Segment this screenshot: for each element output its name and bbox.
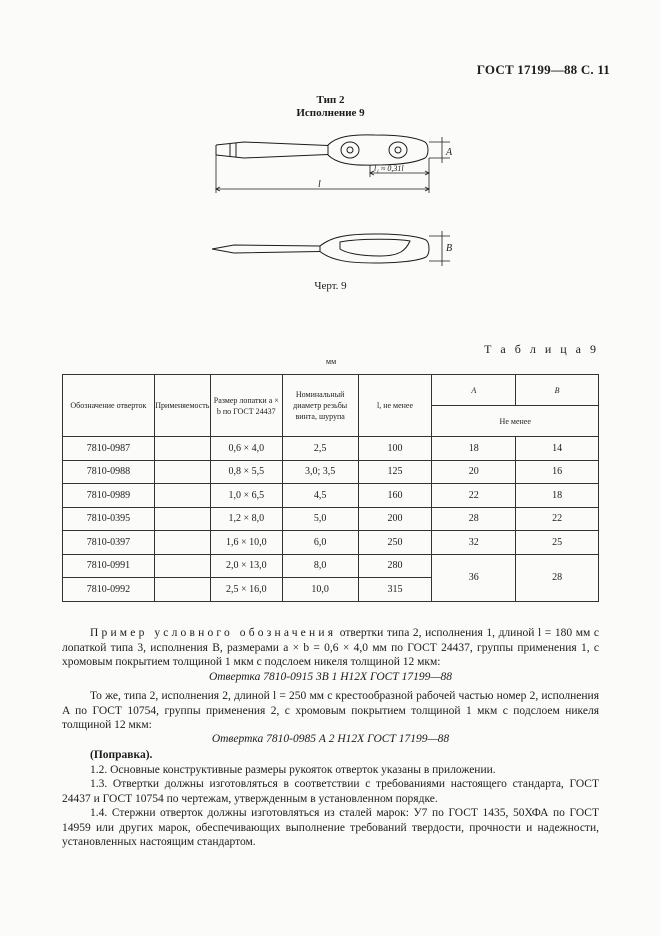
shank-side [212, 245, 320, 253]
cell-blade: 0,6 × 4,0 [210, 437, 282, 461]
rivet-left [347, 147, 353, 153]
dim-l1-label: l₁ ≈ 0,31l [374, 164, 404, 173]
dimensions-table [62, 374, 599, 602]
cell-application [154, 578, 210, 602]
cell-length: 280 [358, 554, 432, 578]
cell-length: 100 [358, 437, 432, 461]
cell-designation: 7810-0988 [63, 460, 155, 484]
table-row [63, 460, 599, 484]
cell-designation: 7810-0987 [63, 437, 155, 461]
handle-hole-left [341, 142, 359, 158]
cell-application [154, 554, 210, 578]
cell-A: 32 [432, 531, 516, 555]
paragraph-1-4: 1.4. Стержни отверток должны изготовляться из сталей марок: У7 по ГОСТ 1435, 50ХФА по ГОСТ 14959 или других марок, обеспечивающих выполнение требований твердости, прочности и надежности, установленных настоящим стандартом. [62, 807, 599, 848]
cell-B: 22 [516, 507, 599, 531]
cell-length: 125 [358, 460, 432, 484]
shank-top-edge [216, 142, 328, 146]
figure-caption: Черт. 9 [314, 280, 347, 292]
table-header-row [63, 375, 599, 406]
header-blade: Размер лопатки a × b по ГОСТ 24437 [210, 375, 282, 437]
designation-example-2: Отвертка 7810-0985 А 2 Н12Х ГОСТ 17199—88 [211, 733, 450, 745]
cell-blade: 1,6 × 10,0 [210, 531, 282, 555]
table-row [63, 554, 599, 578]
table-row [63, 507, 599, 531]
cell-A-merged: 36 [432, 554, 516, 601]
page-header: ГОСТ 17199—88 С. 11 [476, 62, 610, 77]
version-label: Исполнение 9 [296, 107, 365, 119]
cell-application [154, 531, 210, 555]
cell-thread: 2,5 [282, 437, 358, 461]
cell-length: 250 [358, 531, 432, 555]
cell-B-merged: 28 [516, 554, 599, 601]
type-label: Тип 2 [316, 94, 345, 106]
example-paragraph [62, 626, 599, 670]
cell-blade: 0,8 × 5,5 [210, 460, 282, 484]
cell-A: 22 [432, 484, 516, 508]
header-length: l, не менее [358, 375, 432, 437]
cell-designation: 7810-0992 [63, 578, 155, 602]
cell-B: 14 [516, 437, 599, 461]
example-spaced-label: Пример условного обозначения [90, 627, 337, 639]
handle-side [320, 234, 429, 263]
cell-thread: 10,0 [282, 578, 358, 602]
table-row [63, 437, 599, 461]
cell-application [154, 484, 210, 508]
cell-B: 18 [516, 484, 599, 508]
handle-top [328, 135, 428, 165]
rivet-right [395, 147, 401, 153]
example-text: отвертки типа 2, исполнения 1, длиной l = 180 мм с лопаткой типа 3, исполнения B, размерами a × b = 0,6 × 4,0 мм по ГОСТ 24437, группы применения 1, с хромовым покрытием толщиной 1 мкм с подслоем никеля толщиной 12 мкм: [62, 627, 599, 668]
cell-length: 200 [358, 507, 432, 531]
dim-l-label: l [318, 179, 321, 190]
cell-designation: 7810-0991 [63, 554, 155, 578]
cell-A: 20 [432, 460, 516, 484]
blade-lines [230, 143, 236, 157]
cell-length: 160 [358, 484, 432, 508]
cell-designation: 7810-0989 [63, 484, 155, 508]
cell-A: 18 [432, 437, 516, 461]
cell-designation: 7810-0395 [63, 507, 155, 531]
table-units: мм [326, 357, 337, 366]
dim-extension-lines [216, 155, 429, 193]
correction-note: (Поправка). [90, 749, 153, 761]
cell-thread: 4,5 [282, 484, 358, 508]
cell-application [154, 507, 210, 531]
cell-A: 28 [432, 507, 516, 531]
cell-application [154, 437, 210, 461]
header-application: Применяемость [154, 375, 210, 437]
cell-blade: 1,2 × 8,0 [210, 507, 282, 531]
handle-grip [340, 239, 410, 256]
designation-example-1: Отвертка 7810-0915 3В 1 Н12Х ГОСТ 17199—88 [208, 671, 453, 683]
header-A: A [432, 375, 516, 406]
header-not-less: Не менее [432, 406, 599, 437]
handle-hole-right [389, 142, 407, 158]
cell-B: 25 [516, 531, 599, 555]
header-B: B [516, 375, 599, 406]
dim-A-label: A [446, 147, 453, 158]
dim-arrows [216, 171, 429, 191]
cell-blade: 2,0 × 13,0 [210, 554, 282, 578]
table-row [63, 484, 599, 508]
paragraph-2: То же, типа 2, исполнения 2, длиной l = 250 мм с крестообразной рабочей частью номер 2, исполнения A по ГОСТ 10754, группы применения 2, с хромовым покрытием толщиной 1 мкм с подслоем никеля толщиной 12 мкм: [62, 690, 599, 731]
cell-B: 16 [516, 460, 599, 484]
header-designation: Обозначение отверток [63, 375, 155, 437]
cell-blade: 1,0 × 6,5 [210, 484, 282, 508]
paragraph-1-3: 1.3. Отвертки должны изготовляться в соответствии с требованиями настоящего стандарта, ГОСТ 24437 и ГОСТ 10754 по чертежам, утвержденным в установленном порядке. [62, 778, 599, 805]
dim-B-label: B [446, 243, 453, 254]
cell-thread: 5,0 [282, 507, 358, 531]
cell-application [154, 460, 210, 484]
table-row [63, 531, 599, 555]
shank-bottom-edge [216, 155, 328, 159]
header-thread: Номинальный диаметр резьбы винта, шурупа [282, 375, 358, 437]
cell-thread: 3,0; 3,5 [282, 460, 358, 484]
cell-blade: 2,5 × 16,0 [210, 578, 282, 602]
screwdriver-drawing [200, 125, 460, 275]
paragraph-1-2: 1.2. Основные конструктивные размеры рукояток отверток указаны в приложении. [90, 764, 496, 776]
cell-thread: 8,0 [282, 554, 358, 578]
table-caption: Т а б л и ц а 9 [484, 342, 599, 356]
cell-designation: 7810-0397 [63, 531, 155, 555]
cell-thread: 6,0 [282, 531, 358, 555]
figure-title [0, 94, 661, 120]
cell-length: 315 [358, 578, 432, 602]
